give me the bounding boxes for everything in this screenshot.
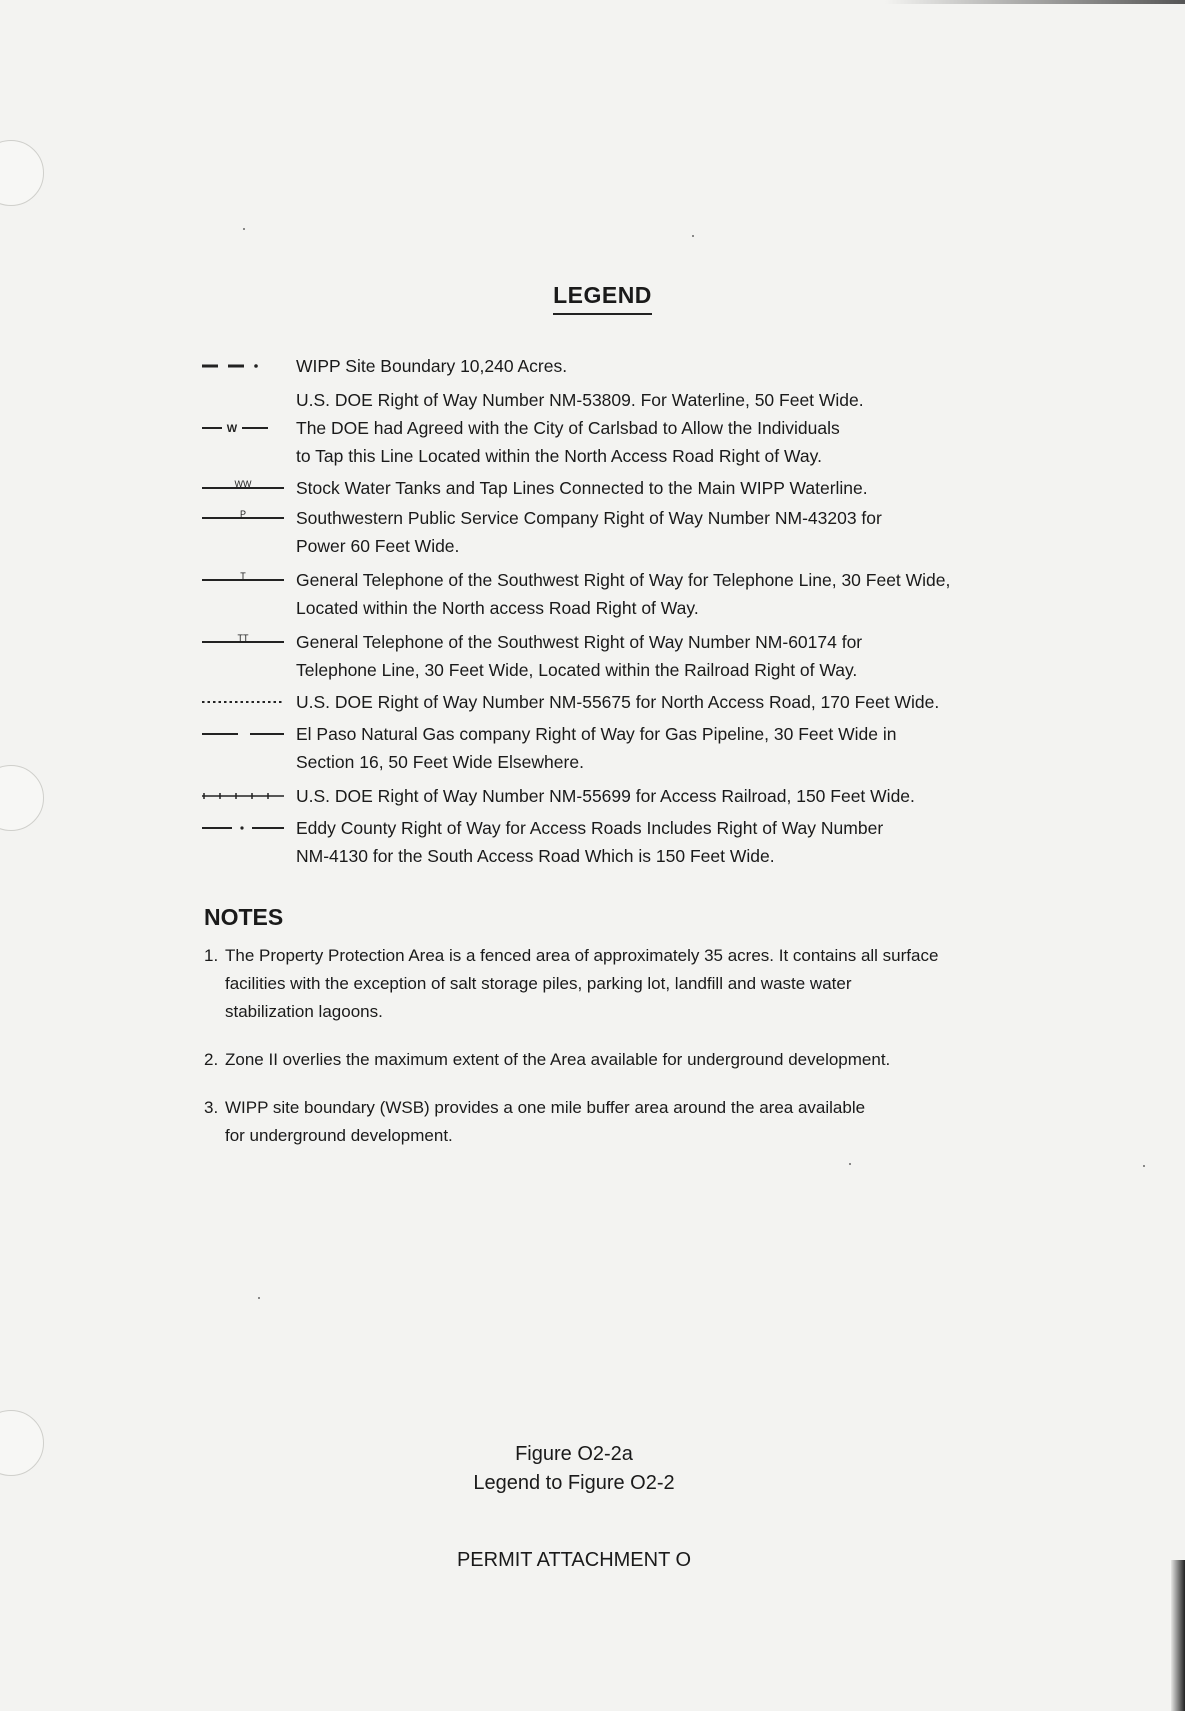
legend-item — [200, 352, 1120, 380]
legend-description — [296, 688, 939, 716]
legend-item — [200, 814, 1120, 870]
legend-symbol — [200, 414, 296, 440]
binder-hole — [0, 140, 44, 206]
legend-description-line: Eddy County Right of Way for Access Roads Includes Right of Way Number — [296, 818, 884, 838]
note-item — [204, 1094, 1124, 1150]
note-text — [225, 1046, 890, 1074]
legend-title: LEGEND — [0, 282, 1185, 309]
scan-speck — [258, 1297, 260, 1299]
legend-description-line: U.S. DOE Right of Way Number NM-55675 for North Access Road, 170 Feet Wide. — [296, 692, 940, 712]
figure-caption — [0, 1440, 1148, 1498]
note-text-line: facilities with the exception of salt storage piles, parking lot, landfill and waste water — [225, 974, 852, 993]
legend-description-line: Southwestern Public Service Company Right of Way Number NM-43203 for — [296, 508, 882, 528]
note-item — [204, 1046, 1124, 1074]
legend-description-line: Power 60 Feet Wide. — [296, 536, 460, 556]
binder-hole — [0, 765, 44, 831]
legend-description-line: Telephone Line, 30 Feet Wide, Located within the Railroad Right of Way. — [296, 660, 858, 680]
note-number: 2. — [204, 1050, 219, 1069]
note-item — [204, 942, 1124, 1026]
legend-description — [296, 720, 896, 776]
legend-symbol-glyph: TT — [237, 633, 249, 643]
dash-dot-dash-line-icon — [200, 820, 290, 836]
legend-description-line: to Tap this Line Located within the North Access Road Right of Way. — [296, 446, 822, 466]
dash-dot-line-icon — [200, 358, 290, 374]
scan-edge — [885, 0, 1185, 4]
legend-item — [200, 566, 1120, 622]
legend-description-line: WIPP Site Boundary 10,240 Acres. — [296, 356, 568, 376]
legend-item — [200, 474, 1120, 502]
page-footer: PERMIT ATTACHMENT O — [456, 1549, 692, 1571]
figure-subtitle: Legend to Figure O2-2 — [473, 1472, 675, 1494]
legend-symbol — [200, 566, 296, 592]
note-text-line: The Property Protection Area is a fenced area of approximately 35 acres. It contains all surface — [225, 946, 939, 965]
legend-description — [296, 814, 883, 870]
waterline-w-icon — [200, 420, 290, 436]
note-number: 1. — [204, 946, 219, 965]
legend-symbol — [200, 688, 296, 714]
legend-item — [200, 782, 1120, 810]
legend-description-line: El Paso Natural Gas company Right of Way for Gas Pipeline, 30 Feet Wide in — [296, 724, 897, 744]
legend-symbol — [200, 720, 296, 746]
scan-speck — [1143, 1165, 1145, 1167]
legend-description-line: Section 16, 50 Feet Wide Elsewhere. — [296, 752, 584, 772]
legend-description-line: The DOE had Agreed with the City of Carlsbad to Allow the Individuals — [296, 418, 840, 438]
legend-symbol-glyph: T — [240, 571, 246, 581]
scan-speck — [243, 228, 245, 230]
scan-speck — [849, 1163, 851, 1165]
legend-description — [296, 474, 868, 502]
legend-symbol — [200, 782, 296, 808]
legend-symbol-glyph: WW — [234, 479, 252, 489]
telephone-line-t-icon — [200, 572, 290, 588]
note-text — [225, 942, 938, 1026]
notes-list — [204, 942, 1124, 1150]
legend-description — [296, 504, 882, 560]
legend-description-line: NM-4130 for the South Access Road Which is 150 Feet Wide. — [296, 846, 775, 866]
legend-description-line: Stock Water Tanks and Tap Lines Connected to the Main WIPP Waterline. — [296, 478, 868, 498]
railroad-line-icon — [200, 788, 290, 804]
scan-speck — [692, 235, 694, 237]
note-number: 3. — [204, 1098, 219, 1117]
legend-list — [200, 352, 1120, 870]
waterline-ww-icon — [200, 480, 290, 496]
legend-item — [200, 720, 1120, 776]
legend-item — [200, 504, 1120, 560]
legend-symbol — [200, 628, 296, 654]
legend-description-line: General Telephone of the Southwest Right of Way Number NM-60174 for — [296, 632, 863, 652]
note-text — [225, 1094, 865, 1150]
legend-description-line: General Telephone of the Southwest Right of Way for Telephone Line, 30 Feet Wide, — [296, 570, 951, 590]
legend-item — [200, 628, 1120, 684]
notes-title: NOTES — [204, 904, 284, 930]
telephone-line-tt-icon — [200, 634, 290, 650]
note-text-line: for underground development. — [225, 1126, 453, 1145]
legend-symbol-glyph: P — [239, 509, 247, 519]
power-line-p-icon — [200, 510, 290, 526]
figure-number: Figure O2-2a — [515, 1443, 633, 1465]
dotted-line-icon — [200, 694, 290, 710]
legend-symbol — [200, 814, 296, 840]
legend-item — [200, 386, 1120, 470]
note-text-line: WIPP site boundary (WSB) provides a one mile buffer area around the area available — [225, 1098, 866, 1117]
long-dash-line-icon — [200, 726, 290, 742]
legend-description — [296, 352, 567, 380]
legend-description — [296, 566, 950, 622]
legend-item — [200, 688, 1120, 716]
legend-symbol-glyph: W — [226, 423, 238, 435]
legend-symbol — [200, 474, 296, 500]
legend-description-line: U.S. DOE Right of Way Number NM-55699 for Access Railroad, 150 Feet Wide. — [296, 786, 915, 806]
note-text-line: stabilization lagoons. — [225, 1002, 383, 1021]
note-text-line: Zone II overlies the maximum extent of the Area available for underground development. — [225, 1050, 891, 1069]
legend-description — [296, 386, 864, 470]
legend-symbol — [200, 352, 296, 378]
legend-description — [296, 782, 915, 810]
legend-symbol — [200, 504, 296, 530]
legend-description-line: Located within the North access Road Right of Way. — [296, 598, 699, 618]
scan-edge — [1171, 1560, 1185, 1711]
legend-description — [296, 628, 862, 684]
legend-description-line: U.S. DOE Right of Way Number NM-53809. For Waterline, 50 Feet Wide. — [296, 390, 864, 410]
